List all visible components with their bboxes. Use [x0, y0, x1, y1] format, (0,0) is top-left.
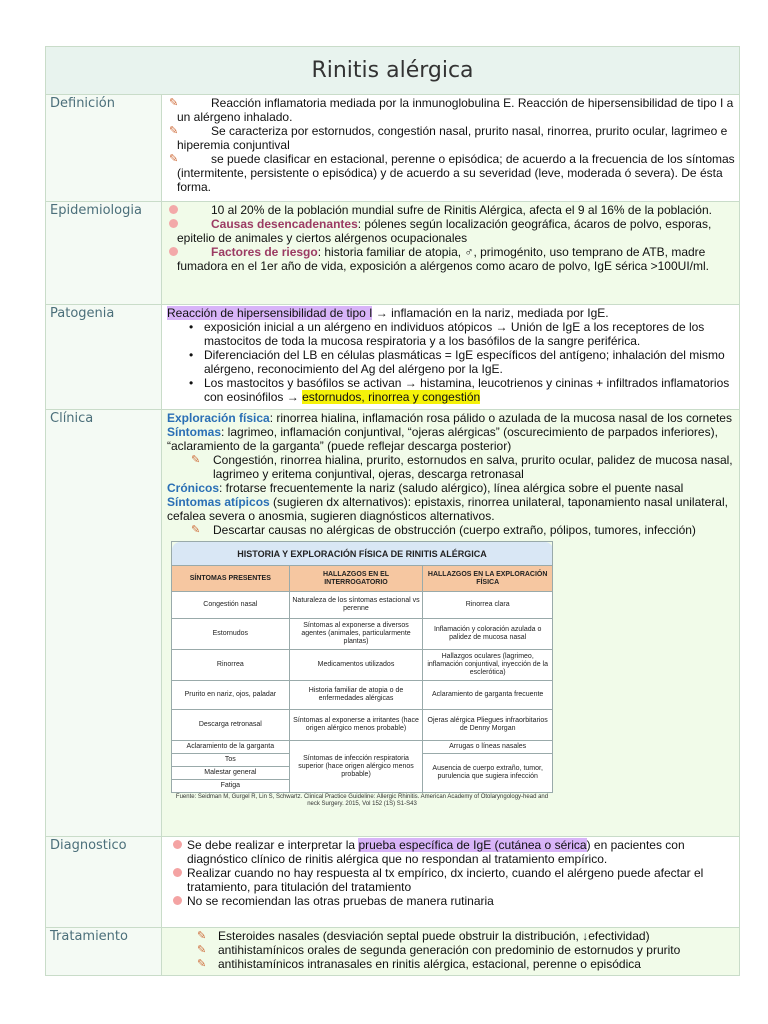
leaf-icon: ✎: [169, 97, 179, 109]
patogenia-list: [167, 320, 735, 404]
clinica-atipicos: Síntomas atípicos (sugieren dx alternativos): epistaxis, rinorrea unilateral, taponamiento nasal unilateral, cefalea severa o anosmia, sugieren diagnósticos alternativos.: [167, 495, 728, 523]
leaf-icon: ✎: [191, 524, 201, 536]
pink-dot-icon: [169, 219, 178, 228]
list-item: • Los mastocitos y basófilos se activan → histamina, leucotrienos y cininas + infiltrados inflamatorios con eosinófilos → estornudos, rinorrea y congestión: [189, 376, 735, 404]
patogenia-lead: Reacción de hipersensibilidad de tipo I → inflamación en la nariz, mediada por IgE.: [167, 306, 609, 320]
section-label: Tratamiento: [46, 928, 162, 975]
table-header: HALLAZGOS EN LA EXPLORACIÓN FÍSICA: [423, 566, 553, 592]
pink-dot-icon: [169, 247, 178, 256]
list-item: ✎ Descartar causas no alérgicas de obstrucción (cuerpo extraño, pólipos, tumores, infección): [191, 523, 696, 537]
table-title: HISTORIA Y EXPLORACIÓN FÍSICA DE RINITIS ALÉRGICA: [172, 542, 553, 566]
table-row: Tos Ausencia de cuerpo extraño, tumor, purulencia que sugiera infección: [172, 754, 553, 767]
section-clinica: [46, 410, 739, 837]
list-item: Realizar cuando no hay respuesta al tx empírico, dx incierto, cuando el alérgeno puede afectar el tratamiento, para titulación del tratamiento: [167, 866, 735, 894]
pink-dot-icon: [173, 868, 182, 877]
section-content: [162, 928, 739, 975]
section-content: [162, 95, 739, 201]
pink-dot-icon: [173, 896, 182, 905]
list-item: No se recomiendan las otras pruebas de manera rutinaria: [167, 894, 735, 908]
table-header: HALLAZGOS EN EL INTERROGATORIO: [289, 566, 423, 592]
document-sheet: [45, 46, 740, 976]
list-item: • Diferenciación del LB en células plasmáticas = IgE específicos del antígeno; inhalación del mismo alérgeno, reconocimiento del Ag del alérgeno por la IgE.: [189, 348, 735, 376]
table-row: Malestar general: [172, 767, 553, 780]
table-row: Rinorrea Medicamentos utilizados Hallazgos oculares (lagrimeo, inflamación conjuntival, inyección de la esclerótica): [172, 650, 553, 681]
table: [171, 541, 553, 793]
section-epidemiologia: [46, 202, 739, 305]
section-tratamiento: [46, 928, 739, 975]
list-item: ✎ Se caracteriza por estornudos, congestión nasal, prurito nasal, rinorrea, prurito ocular, lagrimeo e hiperemia conjuntival: [169, 124, 728, 152]
table-row: Aclaramiento de la garganta Síntomas de infección respiratoria superior (hace origen alérgico menos probable) Arrugas o líneas nasales: [172, 741, 553, 754]
section-content: [162, 202, 739, 304]
list-item: ✎ Reacción inflamatoria mediada por la inmunoglobulina E. Reacción de hipersensibilidad de tipo I a un alérgeno inhalado.: [169, 96, 734, 124]
section-label: Clínica: [46, 410, 162, 836]
section-diagnostico: [46, 837, 739, 928]
list-item: Factores de riesgo: historia familiar de atopia, ♂, primogénito, uso temprano de ATB, madre fumadora en el 1er año de vida, exposición a alérgenos como acaro de polvo, IgE sérica >100UI/ml.: [167, 245, 735, 273]
table-row: Fatiga: [172, 780, 553, 793]
leaf-icon: ✎: [191, 454, 201, 466]
table-source: Fuente: Seidman M, Gurgel R, Lin S, Schwartz. Clinical Practice Guideline: Allergic Rhinitis. American Academy of Otolaryngology-head and neck Surgery. 2015, Vol 152 (1S) S1-S43: [175, 794, 549, 807]
table-row: Congestión nasal Naturaleza de los síntomas estacional vs perenne Rinorrea clara: [172, 592, 553, 619]
list-item: ✎ antihistamínicos intranasales en rinitis alérgica, estacional, perenne o episódica: [197, 957, 641, 971]
table-header: SÍNTOMAS PRESENTES: [172, 566, 290, 592]
clinica-sintomas: Síntomas: lagrimeo, inflamación conjuntival, “ojeras alérgicas” (oscurecimiento de parpados inferiores), “aclaramiento de la garganta” (puede reflejar descarga posterior): [167, 425, 718, 453]
table-row: Descarga retronasal Síntomas al exponerse a irritantes (hace origen alérgico menos probable) Ojeras alérgica Pliegues infraorbitarios de Denny Morgan: [172, 710, 553, 741]
list-item: 10 al 20% de la población mundial sufre de Rinitis Alérgica, afecta el 9 al 16% de la población.: [167, 203, 735, 217]
leaf-icon: ✎: [169, 125, 179, 137]
leaf-icon: ✎: [169, 153, 179, 165]
section-patogenia: [46, 305, 739, 410]
history-exam-table: [171, 541, 555, 808]
pink-dot-icon: [173, 840, 182, 849]
clinica-exploracion: Exploración física: rinorrea hialina, inflamación rosa pálido o azulada de la mucosa nasal de los cornetes: [167, 411, 732, 425]
section-definicion: [46, 95, 739, 202]
list-item: • exposición inicial a un alérgeno en individuos atópicos → Unión de IgE a los receptores de los mastocitos de toda la mucosa respiratoria y a los basófilos de la sangre periférica.: [189, 320, 735, 348]
list-item: ✎ Congestión, rinorrea hialina, prurito, estornudos en salva, prurito ocular, palidez de mucosa nasal, lagrimeo y eritema conjuntival, ojeras, descarga retronasal: [191, 453, 733, 481]
table-row: Prurito en nariz, ojos, paladar Historia familiar de atopia o de enfermedades alérgicas Aclaramiento de garganta frecuente: [172, 681, 553, 710]
section-label: Definición: [46, 95, 162, 201]
clinica-cronicos: Crónicos: frotarse frecuentemente la nariz (saludo alérgico), línea alérgica sobre el puente nasal: [167, 481, 684, 495]
table-row: Estornudos Síntomas al exponerse a diversos agentes (animales, particularmente plantas) Inflamación y coloración azulada o palidez de mucosa nasal: [172, 619, 553, 650]
page-title: Rinitis alérgica: [46, 47, 739, 95]
section-content: [162, 837, 739, 927]
pink-dot-icon: [169, 205, 178, 214]
section-content: [162, 410, 739, 836]
leaf-icon: ✎: [197, 930, 207, 942]
leaf-icon: ✎: [197, 958, 207, 970]
list-item: ✎ Esteroides nasales (desviación septal puede obstruir la distribución, ↓efectividad): [197, 929, 650, 943]
list-item: ✎ se puede clasificar en estacional, perenne o episódica; de acuerdo a la frecuencia de los síntomas (intermitente, persistente o episódica) y de acuerdo a su severidad (leve, moderada ó severa). De ésta forma.: [169, 152, 735, 194]
section-content: [162, 305, 739, 409]
section-label: Epidemiologia: [46, 202, 162, 304]
list-item: ✎ antihistamínicos orales de segunda generación con predominio de estornudos y prurito: [197, 943, 681, 957]
section-label: Patogenia: [46, 305, 162, 409]
list-item: Causas desencadenantes: pólenes según localización geográfica, ácaros de polvo, esporas, epitelio de animales y ciertos alérgenos ocupacionales: [167, 217, 735, 245]
section-label: Diagnostico: [46, 837, 162, 927]
leaf-icon: ✎: [197, 944, 207, 956]
list-item: Se debe realizar e interpretar la prueba específica de IgE (cutánea o sérica) en pacientes con diagnóstico clínico de rinitis alérgica que no respondan al tratamiento empírico.: [167, 838, 735, 866]
